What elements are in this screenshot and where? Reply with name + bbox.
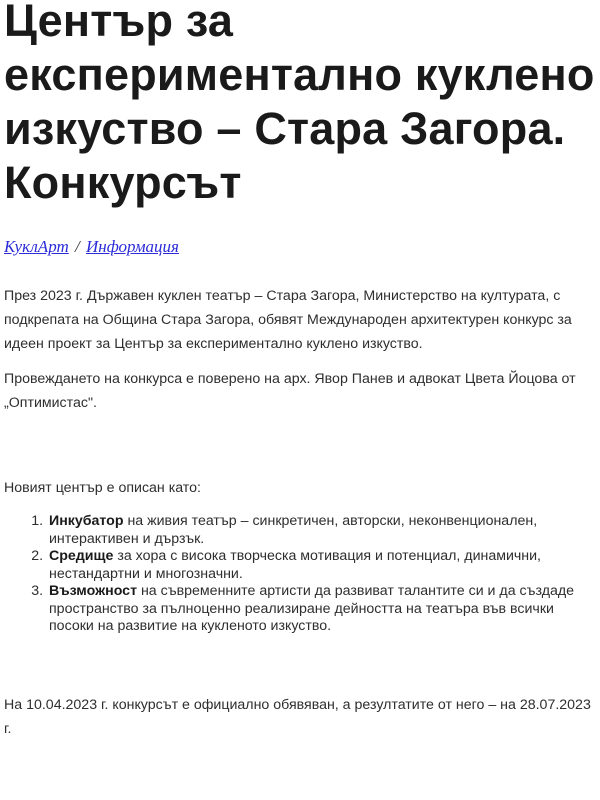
- list-item-text: на живия театър – синкретичен, авторски, неконвенционален, интерактивен и дързък.: [49, 513, 538, 547]
- breadcrumb: [4, 235, 600, 259]
- breadcrumb-separator: /: [75, 237, 80, 256]
- list-item: [47, 548, 600, 583]
- list-intro-paragraph: Новият център е описан като:: [4, 480, 201, 496]
- organizers-paragraph: Провеждането на конкурса е поверено на арх. Явор Панев и адвокат Цвета Йоцова от „Оптимистас".: [4, 371, 576, 411]
- list-item-text: за хора с висока творческа мотивация и потенциал, динамични, нестандартни и многозначни.: [49, 548, 541, 582]
- dates-paragraph: На 10.04.2023 г. конкурсът е официално обявяван, а резултатите от него – на 28.07.2023 г.: [4, 696, 591, 737]
- breadcrumb-link-kuklart[interactable]: КуклАрт: [4, 237, 69, 256]
- article-body: [4, 284, 600, 741]
- list-item-term: Средище: [49, 548, 114, 564]
- list-item-term: Възможност: [49, 583, 138, 599]
- list-item: [47, 583, 600, 636]
- breadcrumb-link-information[interactable]: Информация: [85, 237, 179, 256]
- list-item: [47, 513, 600, 548]
- page-title: Център за експериментално куклено изкуство – Стара Загора. Конкурсът: [4, 0, 595, 208]
- features-list: [4, 513, 600, 636]
- list-item-term: Инкубатор: [49, 513, 124, 529]
- intro-paragraph: През 2023 г. Държавен куклен театър – Стара Загора, Министерство на културата, с подкрепата на Община Стара Загора, обявят Международен архитектурен конкурс за идеен проект за Център за експериментално куклено изкуство.: [4, 288, 572, 352]
- list-item-text: на съвременните артисти да развиват талантите си и да създаде пространство за пълноценно реализиране дейността на театъра във всички посоки на развитие на кукленото изкуство.: [49, 583, 575, 634]
